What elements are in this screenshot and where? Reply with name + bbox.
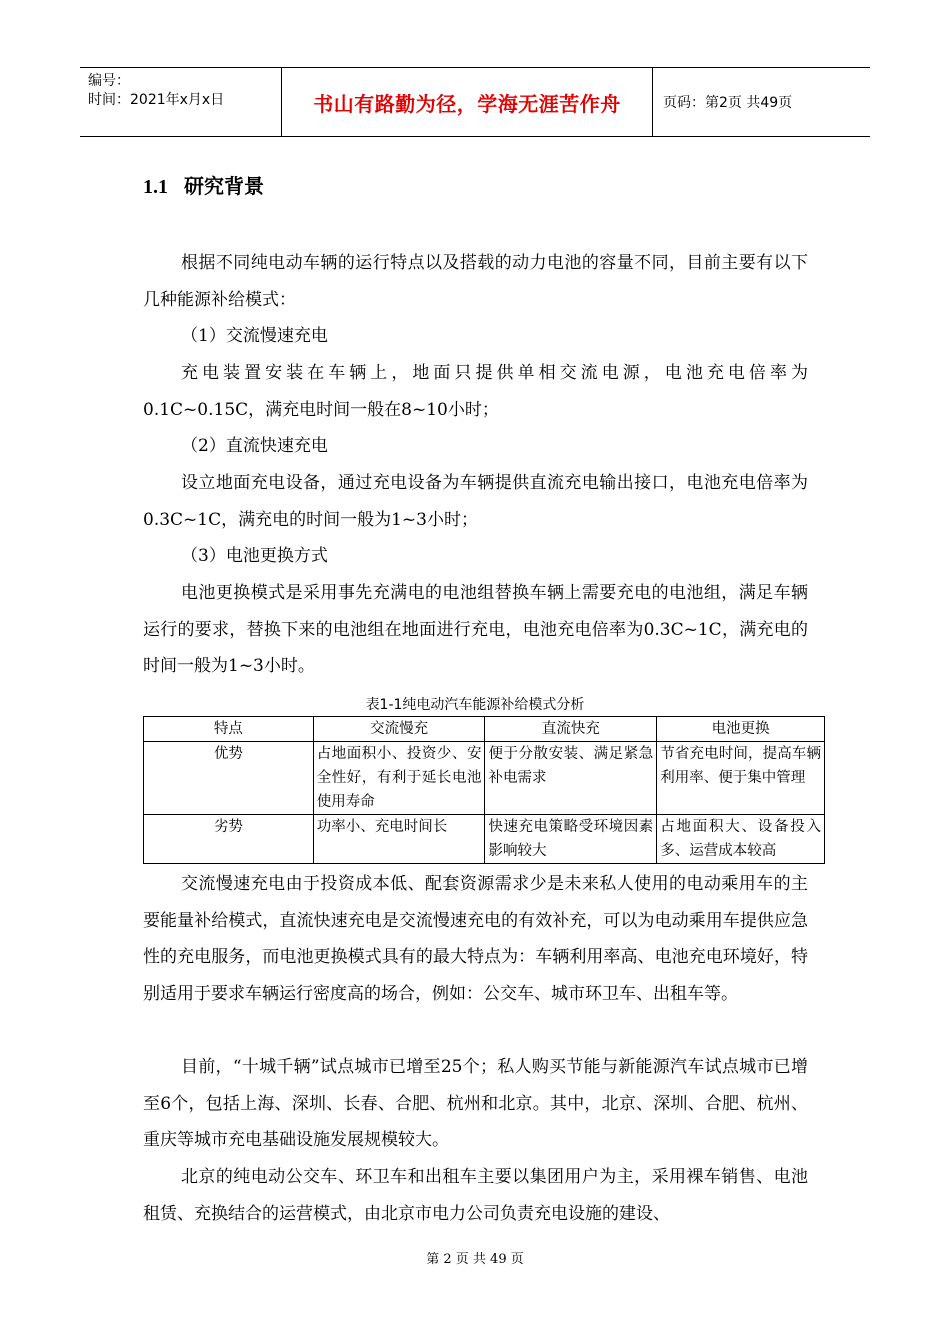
doc-time-label: 时间：2021年x月x日 [88,92,225,108]
table-row [144,742,825,815]
paragraph-dc-fast: 设立地面充电设备，通过充电设备为车辆提供直流充电输出接口，电池充电倍率为0.3C~1C，满充电的时间一般为1~3小时； [143,473,808,530]
table-header-cell: 特点 [144,717,314,742]
page-header [80,67,870,137]
comparison-table [143,716,825,864]
table-cell: 快速充电策略受环境因素影响较大 [485,815,657,864]
paragraph-intro: 根据不同纯电动车辆的运行特点以及搭载的动力电池的容量不同，目前主要有以下几种能源补给模式： [143,253,808,310]
page-footer: 第 2 页 共 49 页 [426,1252,524,1267]
section-number: 1.1 [143,176,168,198]
paragraph-battery-swap: 电池更换模式是采用事先充满电的电池组替换车辆上需要充电的电池组，满足车辆运行的要求，替换下来的电池组在地面进行充电，电池充电倍率为0.3C~1C，满充电的时间一般为1~3小时。 [143,583,808,676]
table-header-row [144,717,825,742]
table-cell: 占地面积小、投资少、安全性好，有利于延长电池使用寿命 [313,742,485,815]
table-row [144,815,825,864]
header-page-info: 页码：第2页 共49页 [663,95,793,111]
table-caption: 表1-1纯电动汽车能源补给模式分析 [365,697,585,713]
table-header-cell: 直流快充 [485,717,657,742]
subheading-battery-swap: （3）电池更换方式 [181,546,328,566]
paragraph-beijing: 北京的纯电动公交车、环卫车和出租车主要以集团用户为主，采用裸车销售、电池租赁、充换结合的运营模式，由北京市电力公司负责充电设施的建设、 [143,1167,808,1224]
section-title: 研究背景 [184,174,264,198]
table-cell: 占地面积大、设备投入多、运营成本较高 [657,815,825,864]
paragraph-summary: 交流慢速充电由于投资成本低、配套资源需求少是未来私人使用的电动乘用车的主要能量补给模式，直流快速充电是交流慢速充电的有效补充，可以为电动乘用车提供应急性的充电服务，而电池更换模式具有的最大特点为：车辆利用率高、电池充电环境好，特别适用于要求车辆运行密度高的场合，例如：公交车、城市环卫车、出租车等。 [143,874,808,1004]
header-meta [80,68,282,136]
table-cell: 便于分散安装、满足紧急补电需求 [485,742,657,815]
table-cell: 功率小、充电时间长 [313,815,485,864]
table-cell: 优势 [144,742,314,815]
table-cell: 节省充电时间，提高车辆利用率、便于集中管理 [657,742,825,815]
table-cell: 劣势 [144,815,314,864]
table-header-cell: 电池更换 [657,717,825,742]
paragraph-ac-slow: 充电装置安装在车辆上，地面只提供单相交流电源，电池充电倍率为0.1C~0.15C，满充电时间一般在8~10小时； [143,363,808,420]
table-header-cell: 交流慢充 [313,717,485,742]
subheading-dc-fast: （2）直流快速充电 [181,436,328,456]
header-motto: 书山有路勤为径，学海无涯苦作舟 [313,91,621,116]
subheading-ac-slow: （1）交流慢速充电 [181,326,328,346]
header-motto-cell [282,68,653,136]
doc-number-label: 编号： [88,73,130,89]
section-heading [143,170,264,199]
paragraph-pilot-cities: 目前，“十城千辆”试点城市已增至25个；私人购买节能与新能源汽车试点城市已增至6个，包括上海、深圳、长春、合肥、杭州和北京。其中，北京、深圳、合肥、杭州、重庆等城市充电基础设施发展规模较大。 [143,1057,808,1150]
header-page-info-cell [653,68,870,136]
